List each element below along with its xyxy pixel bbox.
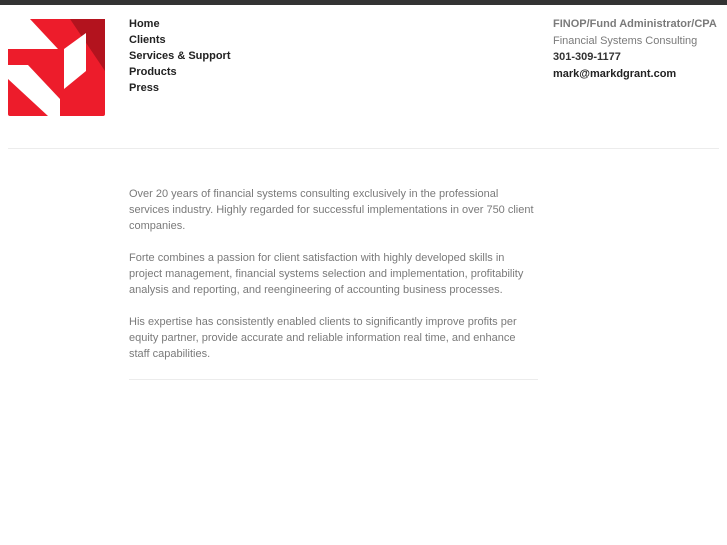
top-bar: [0, 0, 727, 5]
nav-item-services-support[interactable]: Services & Support: [129, 50, 231, 62]
nav-item-press[interactable]: Press: [129, 82, 159, 94]
contact-role: FINOP/Fund Administrator/CPA: [553, 18, 717, 30]
nav-item-home[interactable]: Home: [129, 18, 160, 30]
main-nav: [129, 16, 230, 96]
content-divider: [129, 379, 538, 380]
main-content: [129, 186, 539, 378]
content-paragraph: Over 20 years of financial systems consulting exclusively in the professional services industry. Highly regarded for successful implementations in over 750 client companies.: [129, 188, 534, 232]
nav-item-clients[interactable]: Clients: [129, 34, 166, 46]
contact-block: [553, 16, 717, 82]
m-logo-icon[interactable]: [8, 19, 105, 116]
contact-company: Financial Systems Consulting: [553, 34, 698, 47]
contact-email-link[interactable]: mark@markdgrant.com: [553, 67, 677, 80]
contact-phone: 301-309-1177: [553, 51, 621, 63]
header-divider: [8, 148, 719, 149]
content-paragraph: Forte combines a passion for client satisfaction with highly developed skills in project management, financial systems selection and implementation, profitability analysis and reporting, and reengineering of accounting business processes.: [129, 252, 524, 296]
content-paragraph: His expertise has consistently enabled clients to significantly improve profits per equity partner, provide accurate and reliable information real time, and enhance staff capabilities.: [129, 316, 517, 360]
nav-item-products[interactable]: Products: [129, 66, 177, 78]
